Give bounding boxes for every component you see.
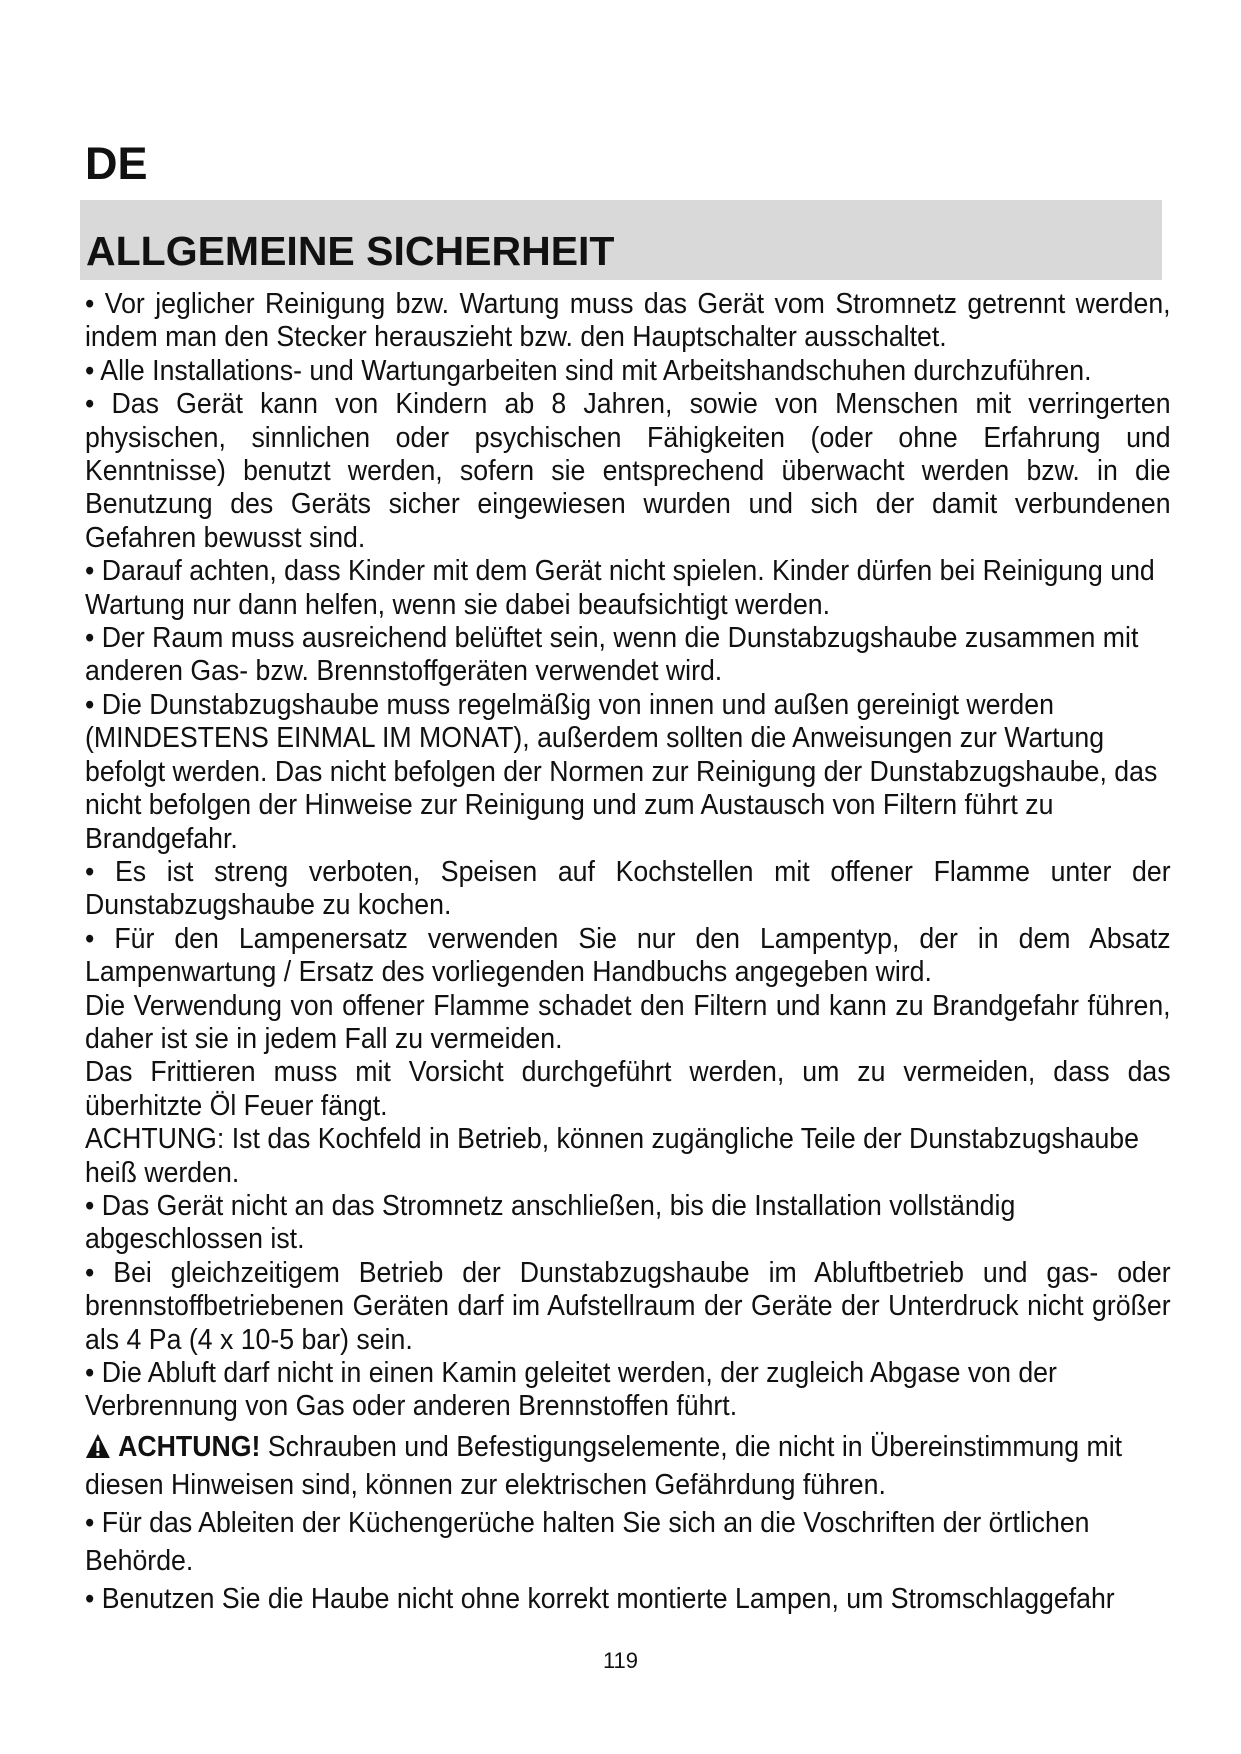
paragraph-children-usage: • Das Gerät kann von Kindern ab 8 Jahren, sowie von Menschen mit verringerten physischen, sinnlichen oder psychischen Fähigkeiten (oder ohne Erfahrung und Kenntnisse) benutzt werden, sofern sie entsprechend überwacht werden bzw. in die Benutzung des Geräts sicher eingewiesen wurden und sich der damit verbundenen Gefahren bewusst sind. xyxy=(85,388,1171,554)
paragraph-odour-regulations: • Für das Ableiten der Küchengerüche halten Sie sich an die Voschriften der örtlichen Behörde. xyxy=(85,1506,1090,1577)
paragraph-lamps-mounted: • Benutzen Sie die Haube nicht ohne korrekt montierte Lampen, um Stromschlaggefahr xyxy=(85,1582,1115,1615)
paragraph-lamp-replacement: • Für den Lampenersatz verwenden Sie nur den Lampentyp, der in dem Absatz Lampenwartung / Ersatz des vorliegenden Handbuchs angegeben wird. xyxy=(85,922,1171,989)
paragraph-cleaning: • Die Dunstabzugshaube muss regelmäßig von innen und außen gereinigt werden (MINDESTENS EINMAL IM MONAT), außerdem sollten die Anweisungen zur Wartung befolgt werden. Das nicht befolgen der Normen zur Reinigung der Dunstabzugshaube, das nicht befolgen der Hinweise zur Reinigung und zum Austausch von Filtern führt zu Brandgefahr. xyxy=(85,688,1158,855)
paragraph-ventilation: • Der Raum muss ausreichend belüftet sein, wenn die Dunstabzugshaube zusammen mit anderen Gas- bzw. Brennstoffgeräten verwendet wird. xyxy=(85,622,1139,688)
warning-label: ACHTUNG! xyxy=(118,1430,261,1463)
paragraph-exhaust-chimney: • Die Abluft darf nicht in einen Kamin geleitet werden, der zugleich Abgase von der Verbrennung von Gas oder anderen Brennstoffen führt. xyxy=(85,1357,1057,1423)
paragraph-installation-complete: • Das Gerät nicht an das Stromnetz anschließen, bis die Installation vollständig abgeschlossen ist. xyxy=(85,1189,1016,1256)
paragraph-gloves: • Alle Installations- und Wartungarbeiten sind mit Arbeitshandschuhen durchzuführen. xyxy=(85,354,1092,387)
paragraph-hot-parts: ACHTUNG: Ist das Kochfeld in Betrieb, können zugängliche Teile der Dunstabzugshaube heiß werden. xyxy=(85,1123,1139,1189)
paragraph-children-play: • Darauf achten, dass Kinder mit dem Gerät nicht spielen. Kinder dürfen bei Reinigung und Wartung nur dann helfen, wenn sie dabei beaufsichtigt werden. xyxy=(85,555,1155,621)
page-number: 119 xyxy=(602,1648,639,1673)
language-code: DE xyxy=(85,138,148,189)
paragraph-frying: Das Frittieren muss mit Vorsicht durchgeführt werden, um zu vermeiden, dass das überhitzte Öl Feuer fängt. xyxy=(85,1056,1171,1122)
section-title: ALLGEMEINE SICHERHEIT xyxy=(86,228,615,274)
paragraph-negative-pressure: • Bei gleichzeitigem Betrieb der Dunstabzugshaube im Abluftbetrieb und gas- oder brennstoffbetriebenen Geräten darf im Aufstellraum der Geräte der Unterdruck nicht größer als 4 Pa (4 x 10-5 bar) sein. xyxy=(85,1256,1171,1356)
paragraph-open-flame-filters: Die Verwendung von offener Flamme schadet den Filtern und kann zu Brandgefahr führen, daher ist sie in jedem Fall zu vermeiden. xyxy=(85,989,1171,1055)
paragraph-disconnect: • Vor jeglicher Reinigung bzw. Wartung muss das Gerät vom Stromnetz getrennt werden, indem man den Stecker herauszieht bzw. den Hauptschalter ausschaltet. xyxy=(85,288,1171,354)
warning-paragraph xyxy=(85,1428,1171,1504)
paragraph-open-flame-cooking: • Es ist streng verboten, Speisen auf Kochstellen mit offener Flamme unter der Dunstabzugshaube zu kochen. xyxy=(85,855,1171,922)
warning-triangle-icon xyxy=(85,1433,111,1459)
safety-instructions xyxy=(85,288,1171,1618)
warning-text: Schrauben und Befestigungselemente, die nicht in Übereinstimmung mit diesen Hinweisen sind, können zur elektrischen Gefährdung führen. xyxy=(85,1430,1123,1501)
